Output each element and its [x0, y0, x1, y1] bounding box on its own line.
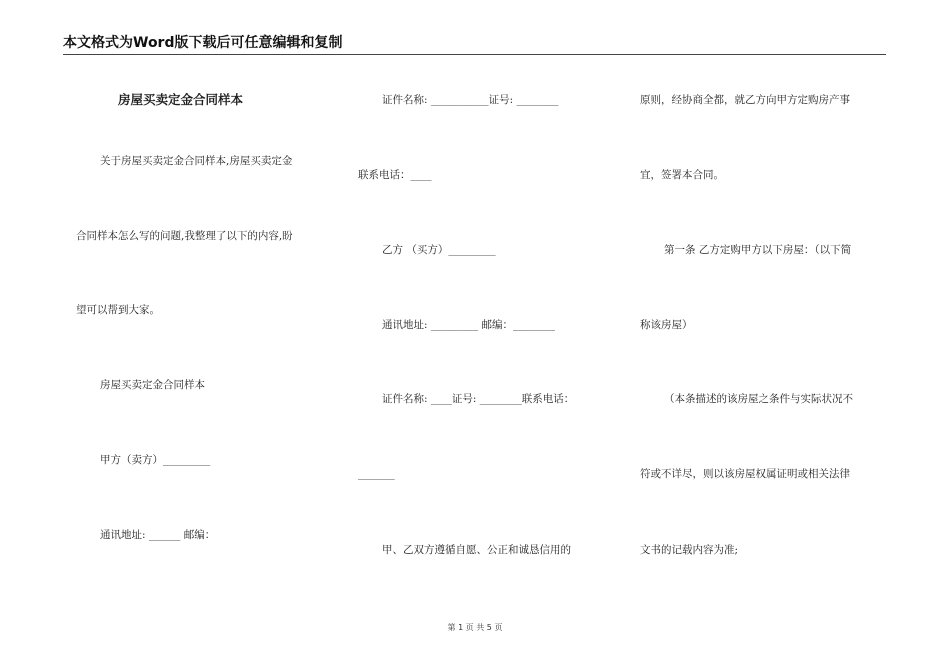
body-line: （本条描述的该房屋之条件与实际状况不 — [664, 393, 853, 405]
body-line: 证件名称: ___________证号: ________ — [382, 94, 559, 106]
body-line: 宜，签署本合同。 — [640, 169, 724, 181]
page-number: 第 1 页 共 5 页 — [447, 623, 503, 632]
body-line: 甲、乙双方遵循自愿、公正和诚恳信用的 — [382, 544, 571, 556]
body-line: 望可以帮到大家。 — [76, 304, 160, 316]
body-line: 乙方 （买方）_________ — [382, 244, 496, 256]
body-line: 联系电话：____ — [358, 169, 432, 181]
body-line: 房屋买卖定金合同样本 — [100, 379, 205, 391]
body-line: _______ — [358, 468, 395, 480]
body-line: 符或不详尽，则以该房屋权属证明或相关法律 — [640, 468, 850, 480]
document-header: 本文格式为Word版下载后可任意编辑和复制 — [63, 34, 886, 55]
body-line: 文书的记载内容为准; — [640, 544, 739, 556]
body-line: 证件名称: ____证号: ________联系电话： — [382, 393, 575, 405]
body-line: 第一条 乙方定购甲方以下房屋：（以下简 — [664, 244, 852, 256]
body-line: 甲方（卖方）_________ — [100, 454, 211, 466]
body-line: 通讯地址: ______ 邮编： — [100, 529, 216, 541]
body-line: 合同样本怎么写的问题,我整理了以下的内容,盼 — [76, 230, 293, 242]
document-title: 房屋买卖定金合同样本 — [118, 92, 244, 107]
body-line: 关于房屋买卖定金合同样本,房屋买卖定金 — [100, 155, 293, 167]
body-line: 称该房屋） — [640, 319, 693, 331]
body-line: 原则，经协商全都，就乙方向甲方定购房产事 — [640, 94, 850, 106]
body-line: 通讯地址: _________ 邮编：________ — [382, 319, 555, 331]
